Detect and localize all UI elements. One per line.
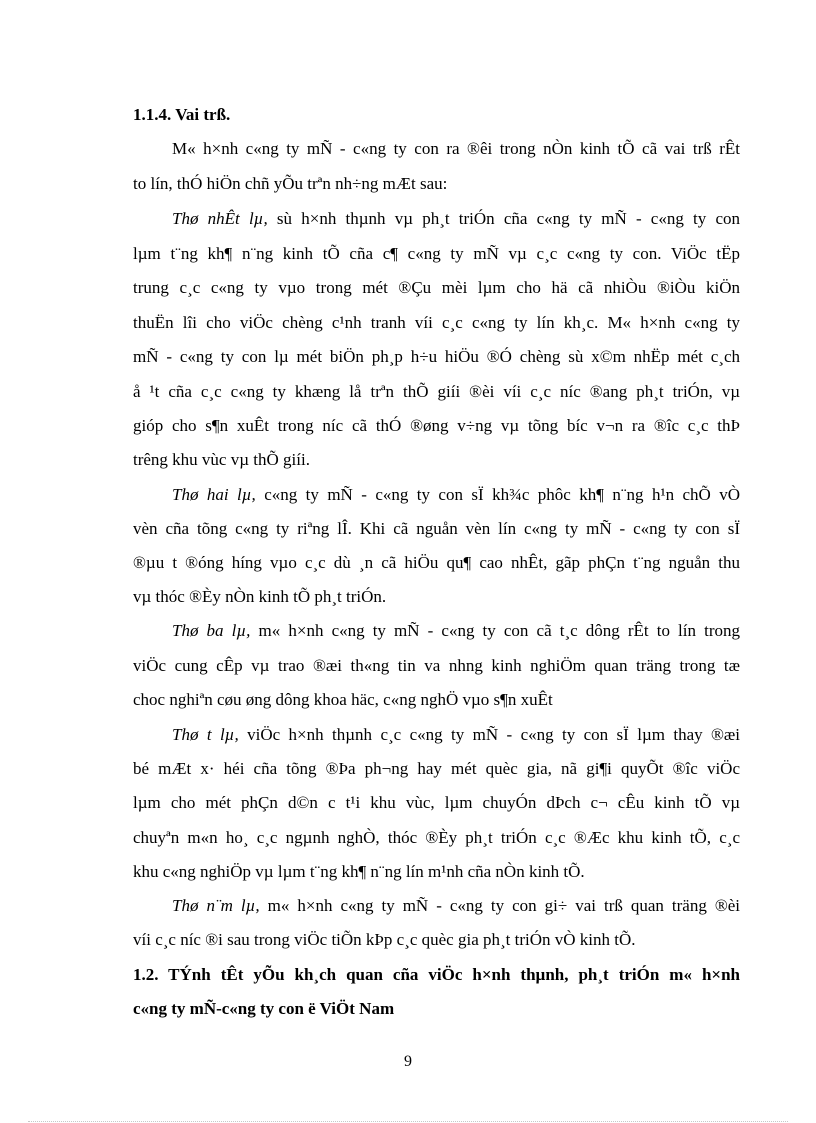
paragraph-line: lµm t¨ng kh¶ n¨ng kinh tÕ cña c¶ c«ng ty mÑ vµ c¸c c«ng ty con. ViÖc tËp [133,244,740,263]
paragraph-line: víi c¸c níc ®i sau trong viÖc tiÕn kÞp c¸c quèc gia ph¸t triÓn vÒ kinh tÕ. [133,930,636,949]
paragraph-line [172,896,740,916]
page-number: 9 [404,1053,412,1070]
paragraph-line [172,485,740,505]
next-section-heading-line2: c«ng ty mÑ-c«ng ty con ë ViÖt Nam [133,999,395,1018]
bottom-dotted-rule [28,1121,788,1122]
lead-in-fifth: Thø n¨m lµ, [172,896,260,915]
paragraph-line: chuyªn m«n ho¸ c¸c ngµnh nghÒ, thóc ®Èy ph¸t triÓn c¸c ®Æc khu kinh tÕ, c¸c [133,828,740,847]
paragraph-line [172,209,740,229]
paragraph-text: m« h×nh c«ng ty mÑ - c«ng ty con gi÷ vai trß quan träng ®èi [267,896,740,915]
next-section-heading-line1: 1.2. TÝnh tÊt yÕu kh¸ch quan cña viÖc h×nh thµnh, ph¸t triÓn m« h×nh [133,965,740,984]
lead-in-second: Thø hai lµ, [172,485,256,504]
paragraph-line: mÑ - c«ng ty con lµ mét biÖn ph¸p h÷u hiÖu ®Ó chèng sù x©m nhËp mét c¸ch [133,347,740,366]
paragraph-line: choc nghiªn cøu øng dông khoa häc, c«ng nghÖ vµo s¶n xuÊt [133,690,553,709]
paragraph-line: vµ thóc ®Èy nÒn kinh tÕ ph¸t triÓn. [133,587,387,606]
paragraph-line: ®µu t ®óng híng vµo c¸c dù ¸n cã hiÖu qu¶ cao nhÊt, gãp phÇn t¨ng nguån thu [133,553,740,572]
paragraph-line: vèn cña tõng c«ng ty riªng lÎ. Khi cã nguån vèn lín c«ng ty mÑ - c«ng ty con sÏ [133,519,740,538]
paragraph-line [172,725,740,745]
lead-in-fourth: Thø t lµ, [172,725,239,744]
paragraph-line: trung c¸c c«ng ty vµo trong mét ®Çu mèi lµm cho hä cã nhiÒu ®iÒu kiÖn [133,278,740,297]
paragraph-line: to lín, thÓ hiÖn chñ yÕu trªn nh÷ng mÆt sau: [133,174,448,193]
paragraph-line [172,621,740,641]
paragraph-text: viÖc h×nh thµnh c¸c c«ng ty mÑ - c«ng ty con sÏ lµm thay ®æi [247,725,740,744]
lead-in-first: Thø nhÊt lµ, [172,209,268,228]
paragraph-line: bé mÆt x· héi cña tõng ®Þa ph¬ng hay mét quèc gia, nã gi¶i quyÕt ®îc viÖc [133,759,740,778]
paragraph-text: sù h×nh thµnh vµ ph¸t triÓn cña c«ng ty mÑ - c«ng ty con [276,209,741,228]
paragraph-text: m« h×nh c«ng ty mÑ - c«ng ty con cã t¸c dông rÊt to lín trong [258,621,740,640]
section-heading: 1.1.4. Vai trß. [133,105,231,124]
paragraph-line: trêng khu vùc vµ thÕ giíi. [133,450,310,469]
paragraph-line: thuËn lîi cho viÖc chèng c¹nh tranh víi c¸c c«ng ty lín kh¸c. M« h×nh c«ng ty [133,313,740,332]
paragraph-line: lµm cho mét phÇn d©n c t¹i khu vùc, lµm chuyÓn dÞch c¬ cÊu kinh tÕ vµ [133,793,740,812]
lead-in-third: Thø ba lµ, [172,621,251,640]
paragraph-line: viÖc cung cÊp vµ trao ®æi th«ng tin va nhng kinh nghiÖm quan träng trong tæ [133,656,740,675]
paragraph-text: c«ng ty mÑ - c«ng ty con sÏ kh¾c phôc kh¶ n¨ng h¹n chÕ vÒ [264,485,741,504]
paragraph-line: gióp cho s¶n xuÊt trong níc cã thÓ ®øng v÷ng vµ tõng bíc v¬n ra ®îc c¸c thÞ [133,416,740,435]
paragraph-line: å ¹t cña c¸c c«ng ty khæng lå trªn thÕ giíi ®èi víi c¸c níc ®ang ph¸t triÓn, vµ [133,382,740,401]
paragraph-line: M« h×nh c«ng ty mÑ - c«ng ty con ra ®êi trong nÒn kinh tÕ cã vai trß rÊt [172,139,740,158]
paragraph-line: khu c«ng nghiÖp vµ lµm t¨ng kh¶ n¨ng lín m¹nh cña nÒn kinh tÕ. [133,862,585,881]
